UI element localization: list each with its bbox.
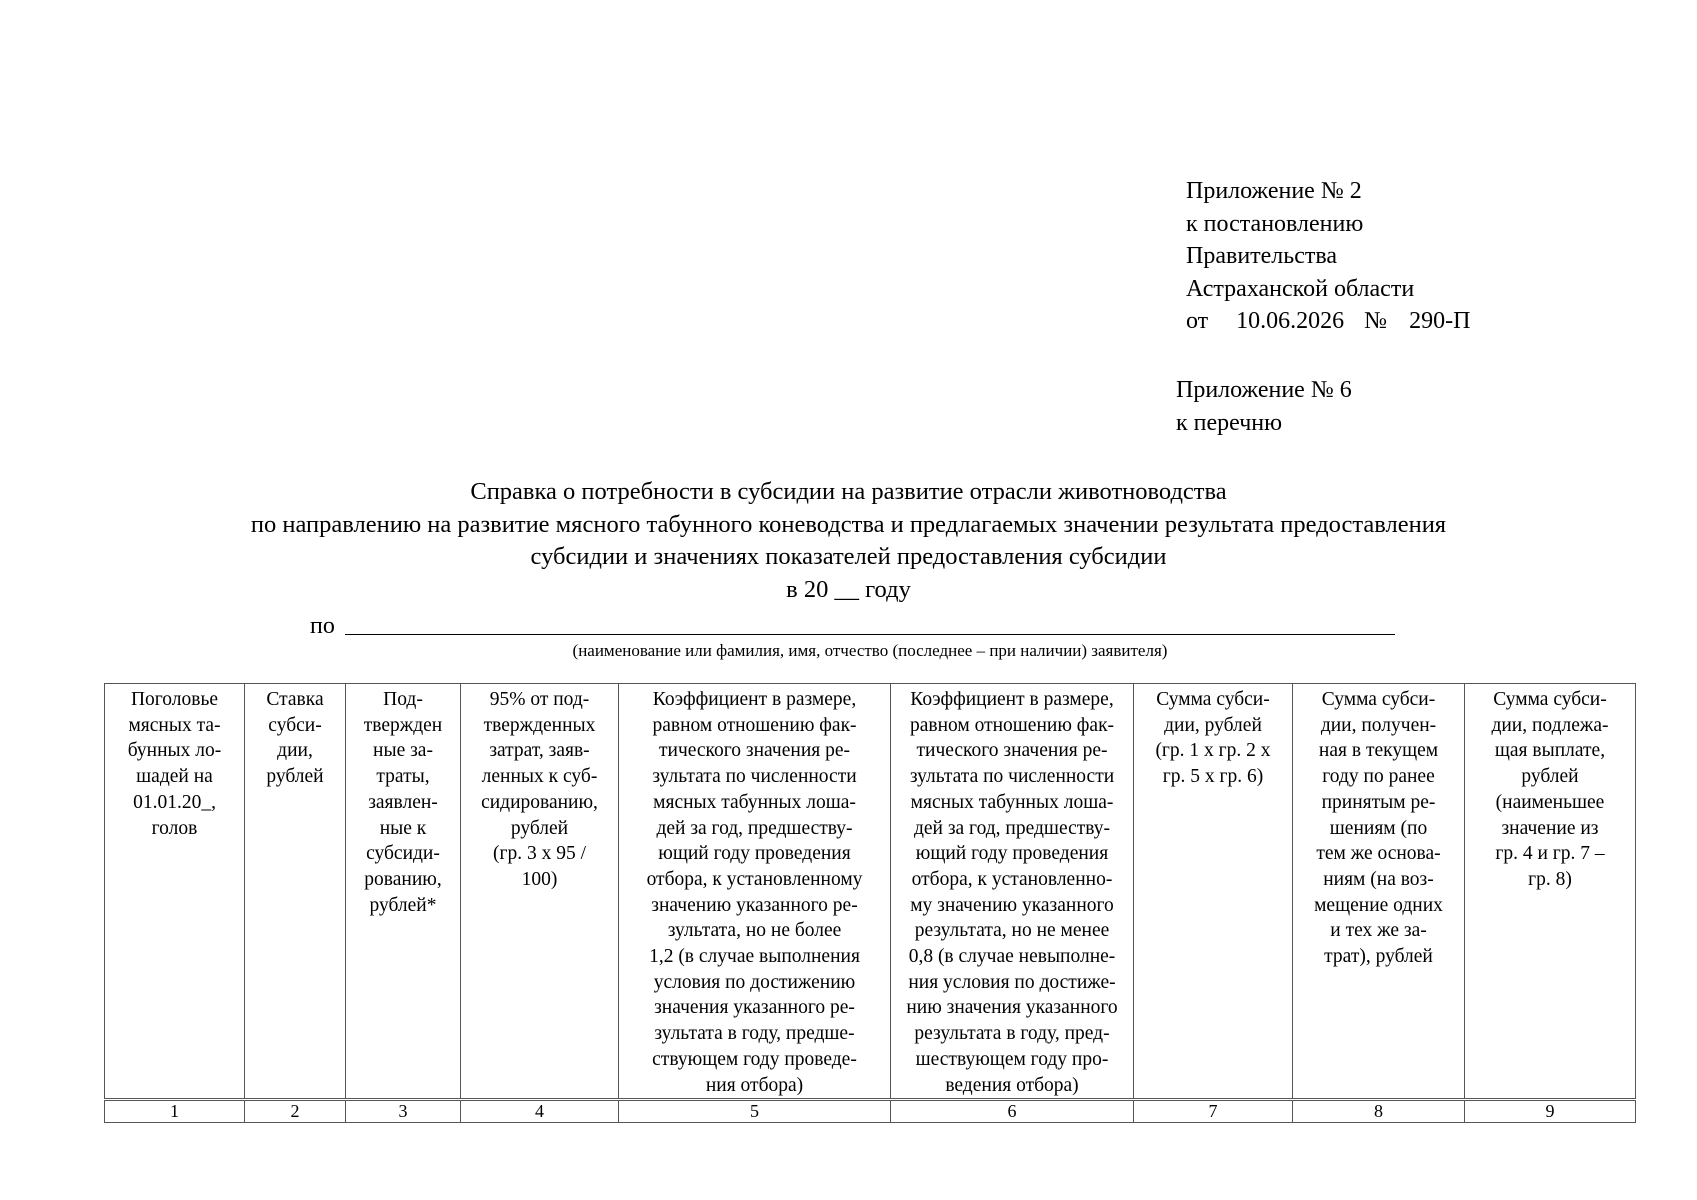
column-number: 7 (1134, 1100, 1293, 1123)
column-header: Сумма субси- дии, рублей (гр. 1 х гр. 2 х гр. 5 х гр. 6) (1134, 684, 1293, 1100)
column-header: Поголовье мясных та- бунных ло- шадей на 01.01.20_, голов (105, 684, 245, 1100)
applicant-caption: (наименование или фамилия, имя, отчество (последнее – при наличии) заявителя) (572, 641, 1168, 660)
applicant-prefix: по (310, 613, 335, 639)
appendix-6-line: к перечню (1176, 409, 1283, 436)
appendix-6-line: Приложение № 6 (1176, 377, 1352, 403)
title-line-3: субсидии и значениях показателей предоставления субсидии (530, 543, 1167, 570)
applicant-name-field[interactable] (345, 634, 1395, 635)
appendix-6-block (1176, 374, 1352, 439)
appendix-2-line: к постановлению (1186, 210, 1364, 237)
title-line-1: Справка о потребности в субсидии на развитие отрасли животноводства (470, 478, 1227, 505)
column-number: 6 (891, 1100, 1134, 1123)
column-header: Коэффициент в размере, равном отношению фак- тического значения ре- зультата по численности мясных табунных лоша- дей за год, предшеству- ющий году проведения отбора, к установленному значению указанного ре- зультата, но не более 1,2 (в случае выполнения условия по достижению значения указанного ре- зультата в году, предше- ствующем году проведе- ния отбора) (619, 684, 891, 1100)
appendix-2-line: Астраханской области (1186, 275, 1415, 302)
appendix-2-date-line (1186, 305, 1470, 338)
date-prefix: от (1186, 308, 1209, 334)
resolution-date: 10.06.2026 (1236, 308, 1345, 334)
number-sign: № (1364, 308, 1388, 334)
column-header: Сумма субси- дии, подлежа- щая выплате, рублей (наименьшее значение из гр. 4 и гр. 7 – гр. 8) (1465, 684, 1636, 1100)
column-number: 3 (346, 1100, 461, 1123)
subsidy-table (104, 683, 1636, 1123)
column-number: 5 (619, 1100, 891, 1123)
appendix-2-block (1186, 175, 1470, 338)
document-title (0, 476, 1697, 606)
column-number: 9 (1465, 1100, 1636, 1123)
column-header: Сумма субси- дии, получен- ная в текущем году по ранее принятым ре- шениям (по тем же основа- ниям (на воз- мещение одних и тех же за- трат), рублей (1293, 684, 1465, 1100)
title-line-2: по направлению на развитие мясного табунного коневодства и предлагаемых значении результата предоставления (250, 510, 1447, 538)
table-header-row (105, 684, 1636, 1100)
column-number: 1 (105, 1100, 245, 1123)
resolution-number: 290-П (1409, 308, 1471, 334)
appendix-2-line: Приложение № 2 (1186, 178, 1362, 204)
column-header: Коэффициент в размере, равном отношению фак- тического значения ре- зультата по численности мясных табунных лоша- дей за год, предшеству- ющий году проведения отбора, к установленно- му значению указанного результата, но не менее 0,8 (в случае невыполне- ния условия по достиже- нию значения указанного результата в году, пред- шествующем году про- ведения отбора) (891, 684, 1134, 1100)
column-number: 4 (461, 1100, 619, 1123)
column-number: 8 (1293, 1100, 1465, 1123)
column-header: 95% от под- твержденных затрат, заяв- ленных к суб- сидированию, рублей (гр. 3 х 95 / 100) (461, 684, 619, 1100)
column-number: 2 (245, 1100, 346, 1123)
column-header: Под- твержден ные за- траты, заявлен- ные к субсиди- рованию, рублей* (346, 684, 461, 1100)
appendix-2-line: Правительства (1186, 243, 1338, 269)
column-header: Ставка субси- дии, рублей (245, 684, 346, 1100)
column-number-row (105, 1100, 1636, 1123)
title-line-4: в 20 __ году (786, 575, 911, 603)
